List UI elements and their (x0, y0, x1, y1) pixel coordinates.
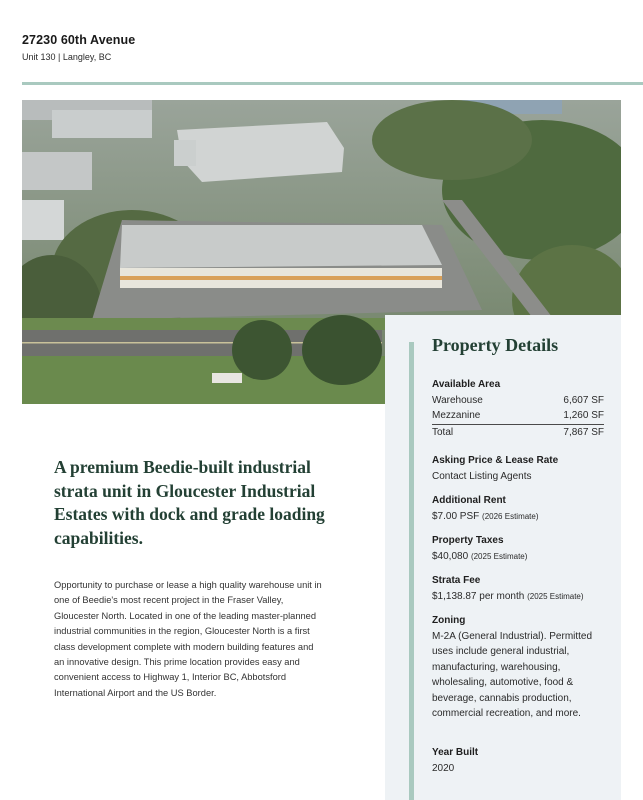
year-built-heading: Year Built (432, 747, 479, 758)
additional-rent-heading: Additional Rent (432, 495, 506, 506)
available-area (432, 379, 604, 441)
property-taxes-value: $40,080 (432, 551, 469, 562)
year-built-value: 2020 (432, 763, 455, 774)
property-taxes-note: (2025 Estimate) (470, 552, 528, 561)
area-label: Total (432, 427, 454, 438)
area-row-mezzanine (432, 409, 604, 425)
strata-fee-note: (2025 Estimate) (527, 592, 584, 601)
strata-fee-heading: Strata Fee (432, 575, 481, 586)
area-value: 1,260 SF (563, 410, 604, 421)
property-address: 27230 60th Avenue (22, 33, 136, 47)
available-area-heading: Available Area (432, 379, 501, 390)
area-label: Mezzanine (432, 410, 481, 421)
additional-rent-value: $7.00 PSF (432, 511, 480, 522)
property-details-panel (385, 315, 621, 800)
property-details-title: Property Details (432, 335, 559, 355)
zoning-value: M-2A (General Industrial). Permitted uses include general industrial, manufacturing, warehousing, wholesaling, automotive, food & beverage, cannabis production, commercial recreation, and more. (432, 631, 593, 720)
area-row-warehouse (432, 393, 604, 409)
property-taxes (432, 535, 604, 564)
area-row-total (432, 425, 604, 441)
asking-price-heading: Asking Price & Lease Rate (432, 455, 559, 466)
area-value: 7,867 SF (563, 427, 604, 438)
area-label: Warehouse (432, 395, 483, 406)
header-divider (22, 82, 643, 85)
additional-rent (432, 495, 604, 524)
additional-rent-note: (2026 Estimate) (482, 512, 539, 521)
zoning-heading: Zoning (432, 615, 466, 626)
strata-fee (432, 575, 604, 604)
zoning (432, 615, 604, 721)
asking-price-value: Contact Listing Agents (432, 471, 532, 482)
asking-price (432, 455, 604, 484)
unit-location: Unit 130 | Langley, BC (22, 52, 112, 62)
description-paragraph: Opportunity to purchase or lease a high quality warehouse unit in one of Beedie's most recent project in the Fraser Valley, Gloucester North. Located in one of the leading master-planned industrial communities in the region, Gloucester North is a first class development complete with modern building features and an innovative design. This prime location provides easy and convenient access to Highway 1, Interior BC, Abbotsford International Airport and the US Border. (54, 580, 322, 698)
headline: A premium Beedie-built industrial strata unit in Gloucester Industrial Estates with dock and grade loading capabilities. (54, 457, 325, 548)
strata-fee-value: $1,138.87 per month (432, 591, 525, 602)
area-value: 6,607 SF (563, 395, 604, 406)
accent-bar (409, 342, 414, 800)
year-built (432, 747, 604, 776)
property-taxes-heading: Property Taxes (432, 535, 504, 546)
